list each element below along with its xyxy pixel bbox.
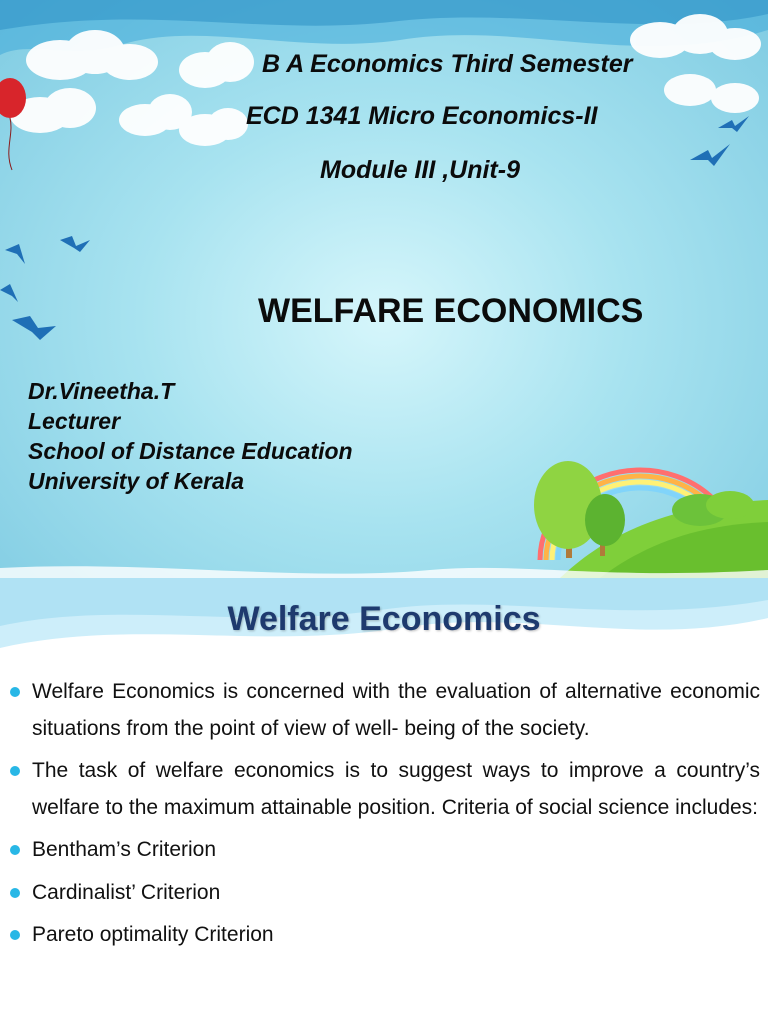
- bullet-list: [6, 674, 760, 960]
- bullet-text: Bentham’s Criterion: [32, 838, 217, 861]
- bullet-icon: [10, 687, 20, 697]
- list-item: [6, 917, 760, 954]
- bullet-text: Welfare Economics is concerned with the evaluation of alternative economic situations from the point of view of well- being of the society.: [32, 680, 760, 740]
- bullet-icon: [10, 930, 20, 940]
- content-slide-title: Welfare Economics: [227, 600, 541, 638]
- author-university: University of Kerala: [28, 468, 245, 494]
- module-line: Module III ,Unit-9: [320, 156, 520, 184]
- list-item: [6, 753, 760, 826]
- content-slide: [0, 578, 768, 1024]
- paper-line: ECD 1341 Micro Economics-II: [246, 102, 598, 130]
- bullet-text: Pareto optimality Criterion: [32, 923, 274, 946]
- course-line: B A Economics Third Semester: [262, 50, 633, 78]
- author-school: School of Distance Education: [28, 438, 353, 464]
- list-item: [6, 875, 760, 912]
- bullet-icon: [10, 766, 20, 776]
- bullet-text: Cardinalist’ Criterion: [32, 880, 221, 904]
- author-name: Dr.Vineetha.T: [28, 378, 175, 404]
- list-item: [6, 674, 760, 747]
- bullet-icon: [10, 888, 20, 898]
- bullet-icon: [10, 845, 20, 855]
- list-item: [6, 832, 760, 869]
- slide-main-title: WELFARE ECONOMICS: [258, 292, 644, 330]
- author-block: [28, 376, 353, 496]
- author-role: Lecturer: [28, 408, 121, 434]
- bullet-text: The task of welfare economics is to suggest ways to improve a country’s welfare to the maximum attainable position. Criteria of social science includes:: [32, 759, 760, 819]
